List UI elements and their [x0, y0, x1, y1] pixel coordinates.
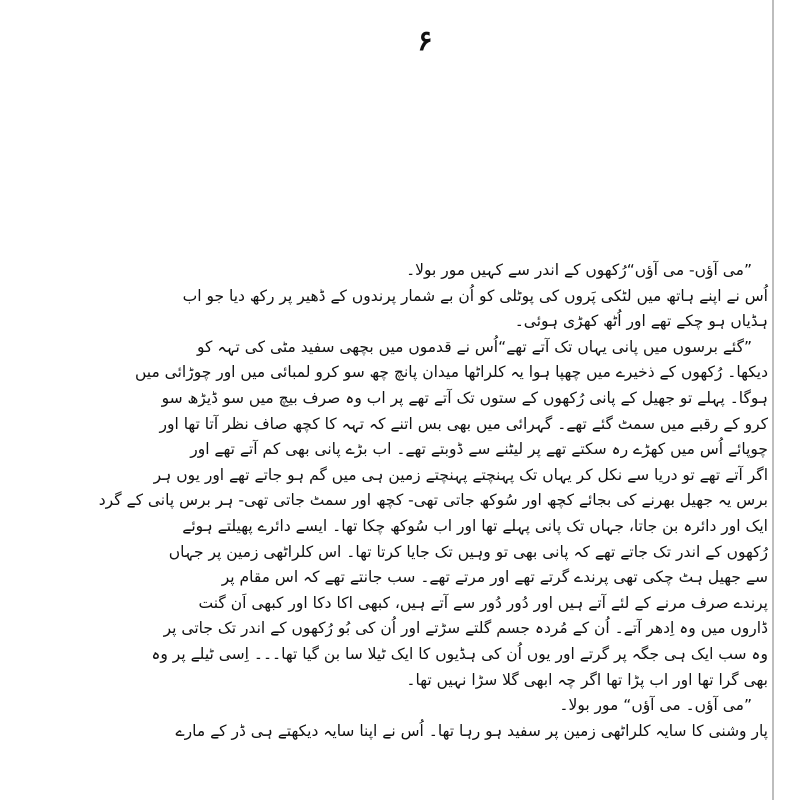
page-number: ۶: [417, 24, 433, 57]
page-edge-line: [772, 0, 774, 800]
text-line: پار وشنی کا سایہ کلراٹھی زمین پر سفید ہو رہا تھا۔ اُس نے اپنا سایہ دیکھتے ہی ڈر کے مارے: [175, 721, 768, 740]
text-line: بھی گرا تھا اور اب پڑا تھا اگر چہ ابھی گلا سڑا نہیں تھا۔: [406, 670, 768, 689]
text-line: برس یہ جھیل بھرنے کی بجائے کچھ اور سُوکھ جاتی تھی- کچھ اور سمٹ جاتی تھی- ہر برس پانی کے گرد: [98, 491, 768, 510]
text-line: وہ سب ایک ہی جگہ پر گرتے اور یوں اُن کی ہڈیوں کا ایک ٹیلا سا بن گیا تھا۔۔۔ اِسی ٹیلے پر وہ: [151, 644, 768, 663]
text-line: ہڈیاں ہو چکے تھے اور اُٹھ کھڑی ہوئی۔: [514, 312, 768, 331]
text-line: ایک اور دائرہ بن جاتا، جہاں تک پانی پہلے تھا اور اب سُوکھ چکا تھا۔ ایسے دائرے پھیلتے ہوئے: [182, 516, 768, 535]
text-line: اگر آتے تھے تو دریا سے نکل کر یہاں تک پہنچتے پہنچتے زمین ہی میں گم ہو جاتے تھے اور یوں ہر: [153, 465, 768, 484]
text-line: رُکھوں کے اندر تک جاتے تھے کہ پانی بھی تو وہیں تک جایا کرتا تھا۔ اس کلراٹھی زمین پر جہاں: [168, 542, 768, 561]
text-line: کرو کے رقبے میں سمٹ گئے تھے۔ گہرائی میں بھی بس اتنے کہ تہہ کا کچھ صاف نظر آتا تھا اور: [159, 414, 768, 433]
text-line: ہوگا۔ پہلے تو جھیل کے پانی رُکھوں کے ستوں تک آتے تھے پر اب وہ صرف بیچ میں سو ڈیڑھ سو: [161, 388, 768, 407]
body-text: [98, 258, 768, 744]
text-line: اُس نے اپنے ہاتھ میں لٹکی پَروں کی پوٹلی کو اُن بے شمار پرندوں کے ڈھیر پر رکھ دیا جو اب: [182, 286, 768, 305]
text-line: ”گئے برسوں میں پانی یہاں تک آتے تھے“اُس نے قدموں میں بچھی سفید مٹی کی تہہ کو: [197, 337, 752, 356]
text-line: سے جھیل ہٹ چکی تھی پرندے گرتے تھے اور مرتے تھے۔ سب جانتے تھے کہ اس مقام پر: [221, 568, 768, 587]
text-line: ”می آؤں۔ می آؤں“ مور بولا۔: [559, 696, 752, 715]
text-line: ”می آؤں- می آؤں“رُکھوں کے اندر سے کہیں مور بولا۔: [406, 261, 752, 279]
text-line: چوپائے اُس میں کھڑے رہ سکتے تھے پر لیٹنے سے ڈوبتے تھے۔ اب بڑے پانی بھی کم آتے تھے اور: [190, 440, 768, 459]
text-line: ڈاروں میں وہ اِدھر آتے۔ اُن کے مُردہ جسم گلتے سڑتے اور اُن کی بُو رُکھوں کے اندر تک جاتی پر: [163, 619, 768, 638]
text-line: پرندے صرف مرنے کے لئے آتے ہیں اور دُور دُور سے آتے ہیں، کبھی اکا دکا اور کبھی اَن گنت: [198, 593, 768, 612]
text-line: دیکھا۔ رُکھوں کے ذخیرے میں چھپا ہوا یہ کلراٹھا میدان پانچ چھ سو کرو لمبائی میں اور چوڑائی میں: [134, 363, 768, 382]
